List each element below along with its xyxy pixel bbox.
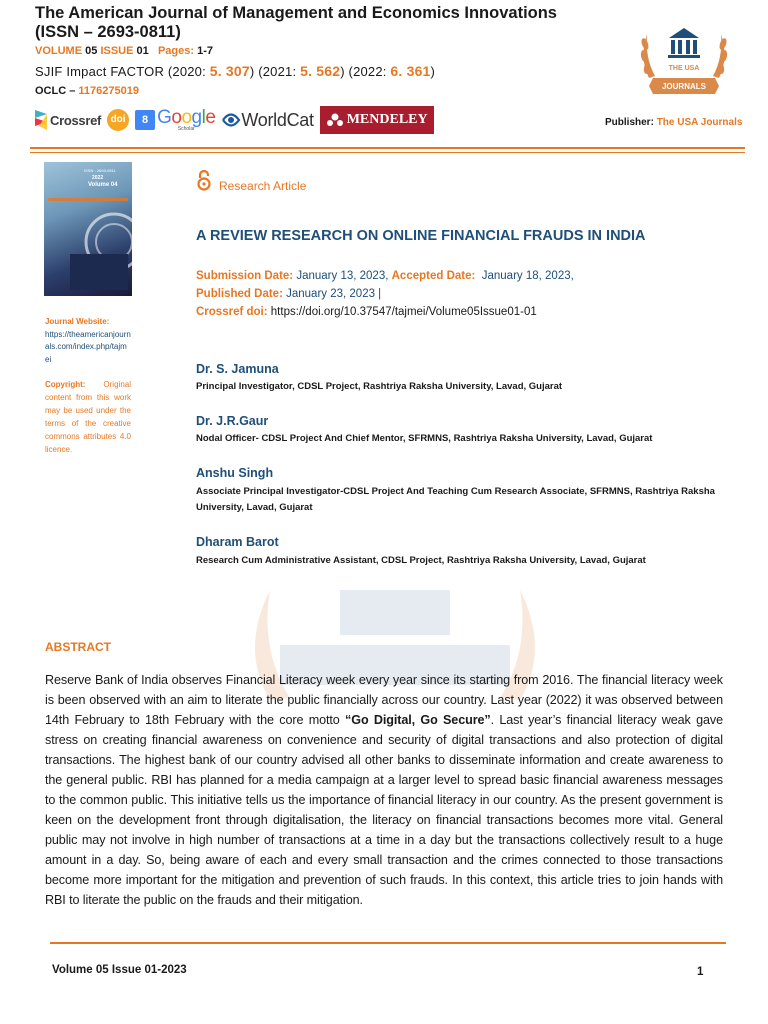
abstract-text-part1: Reserve Bank of India observes Financial Literacy week every year since its starting from 2016. The financial literacy week is been observed with an aim to literate the public financially across our country. Last year (2022) it was observed between 14th February to 18th February with the core motto	[45, 673, 723, 727]
accepted-label: Accepted Date:	[391, 270, 476, 282]
doi-link[interactable]: https://doi.org/10.37547/tajmei/Volume05Issue01-01	[270, 306, 537, 318]
oclc-number	[35, 85, 139, 97]
author-affiliation: Associate Principal Investigator-CDSL Project And Teaching Cum Research Associate, SFRMNS, Rashtriya Raksha University, Lavad, Gujarat	[196, 486, 715, 513]
pages-range: 1-7	[197, 45, 213, 57]
sjif-2020: 5. 307	[209, 63, 250, 79]
published-date: January 23, 2023 |	[286, 288, 382, 300]
author-affiliation: Nodal Officer- CDSL Project And Chief Mentor, SFRMNS, Rashtriya Raksha University, Lavad, Gujarat	[196, 433, 653, 444]
author-name: Dr. J.R.Gaur	[196, 414, 269, 428]
sjif-impact-factor	[35, 63, 435, 79]
abstract-body	[45, 670, 723, 910]
article-title: A REVIEW RESEARCH ON ONLINE FINANCIAL FRAUDS IN INDIA	[196, 228, 646, 244]
copyright-text: Original content from this work may be used under the terms of the creative commons attributes 4.0 licence.	[45, 380, 131, 454]
publisher-name[interactable]: The USA Journals	[656, 117, 743, 128]
author-name: Dr. S. Jamuna	[196, 362, 279, 376]
abstract-motto: “Go Digital, Go Secure”	[345, 713, 491, 727]
website-label: Journal Website:	[45, 317, 110, 326]
sjif-2021: 5. 562	[300, 63, 341, 79]
submission-label: Submission Date:	[196, 270, 294, 282]
doi-logo[interactable]: doi	[107, 107, 129, 133]
copyright-label: Copyright:	[45, 380, 86, 389]
issue-number: 01	[136, 45, 149, 57]
cover-artwork	[44, 162, 132, 296]
publisher	[605, 117, 742, 128]
published-label: Published Date:	[196, 288, 283, 300]
journal-website-link[interactable]: https://theamericanjournals.com/index.php/tajmei	[45, 329, 131, 364]
emblem-top-text: THE USA	[668, 65, 700, 72]
journal-title: The American Journal of Management and Economics Innovations	[35, 4, 557, 22]
author-affiliation: Principal Investigator, CDSL Project, Rashtriya Raksha University, Lavad, Gujarat	[196, 381, 563, 392]
emblem-bottom-text: JOURNALS	[661, 82, 707, 91]
the-usa-journals-emblem	[635, 14, 733, 100]
open-access-icon	[196, 169, 212, 191]
issue-label: ISSUE	[100, 45, 134, 57]
accepted-date: January 18, 2023,	[481, 270, 574, 282]
volume-number: 05	[85, 45, 98, 57]
published-date-line	[196, 288, 381, 300]
sjif-suffix: )	[430, 64, 436, 79]
oclc-value: 1176275019	[78, 85, 139, 97]
worldcat-icon	[221, 111, 241, 129]
sjif-2022: 6. 361	[390, 63, 431, 79]
submission-date: January 13, 2023,	[296, 270, 389, 282]
submission-accepted-dates	[196, 270, 574, 282]
volume-issue-pages	[35, 45, 213, 57]
copyright-block	[45, 378, 131, 456]
author-name: Anshu Singh	[196, 466, 274, 480]
crossref-doi-line	[196, 306, 537, 318]
abstract-text-part2: . Last year’s financial literacy weak gave stress on creating financial awareness on convenience and security of digital transactions and also protection of digital transactions. The highest bank of our country advised all other banks to disseminate information and create awareness to the general public. RBI has planned for a media campaign at a larger level to spread basic financial awareness messages to the common public. This initiative tells us the importance of financial literacy in our country. As the present government is keen on the development front through digitalisation, the literacy on financial transactions becomes more vital. General public may not involve in high number of transactions at a time in a day but the transactions collectively result to a huge amount in a day. So, being aware of each and every small transaction and the crimes connected to those transactions become more important for the mitigation and prevention of such frauds. In this context, this article tries to join hands with RBI to literate the public on the frauds and their mitigation.	[45, 713, 723, 907]
header-rule-top	[30, 147, 745, 149]
doi-label: Crossref doi:	[196, 306, 268, 318]
abstract-heading: ABSTRACT	[45, 640, 111, 654]
sjif-mid2: ) (2022:	[340, 64, 387, 79]
journal-website-block	[45, 316, 131, 366]
author-affiliation: Research Cum Administrative Assistant, CDSL Project, Rashtriya Raksha University, Lavad, Gujarat	[196, 555, 646, 566]
footer-rule	[50, 942, 726, 944]
crossref-icon	[34, 109, 48, 131]
publisher-label: Publisher:	[605, 117, 654, 128]
oclc-label: OCLC –	[35, 85, 76, 97]
page-number: 1	[697, 966, 704, 978]
worldcat-logo[interactable]: WorldCat	[221, 107, 313, 133]
google-scholar-logo[interactable]: 8 Google Scholar	[135, 107, 215, 133]
author-name: Dharam Barot	[196, 535, 279, 549]
indexing-logos	[34, 106, 434, 134]
footer-volume-issue: Volume 05 Issue 01-2023	[52, 964, 187, 976]
header-rule-bottom	[30, 152, 745, 153]
mendeley-logo[interactable]: MENDELEY	[320, 106, 434, 134]
article-type: Research Article	[219, 179, 307, 193]
journal-cover-thumbnail[interactable]: ISSN - 2693-0811 2022 Volume 04	[44, 162, 132, 296]
sjif-mid1: ) (2021:	[249, 64, 297, 79]
pages-label: Pages:	[157, 45, 195, 57]
sjif-prefix: SJIF Impact FACTOR (2020:	[35, 64, 206, 79]
volume-label: VOLUME	[35, 45, 83, 57]
crossref-logo[interactable]: Crossref	[34, 107, 101, 133]
journal-issn: (ISSN – 2693-0811)	[35, 23, 181, 41]
google-wordmark: Google	[157, 107, 216, 128]
google-scholar-icon: 8	[135, 110, 155, 130]
mendeley-icon	[326, 112, 344, 128]
